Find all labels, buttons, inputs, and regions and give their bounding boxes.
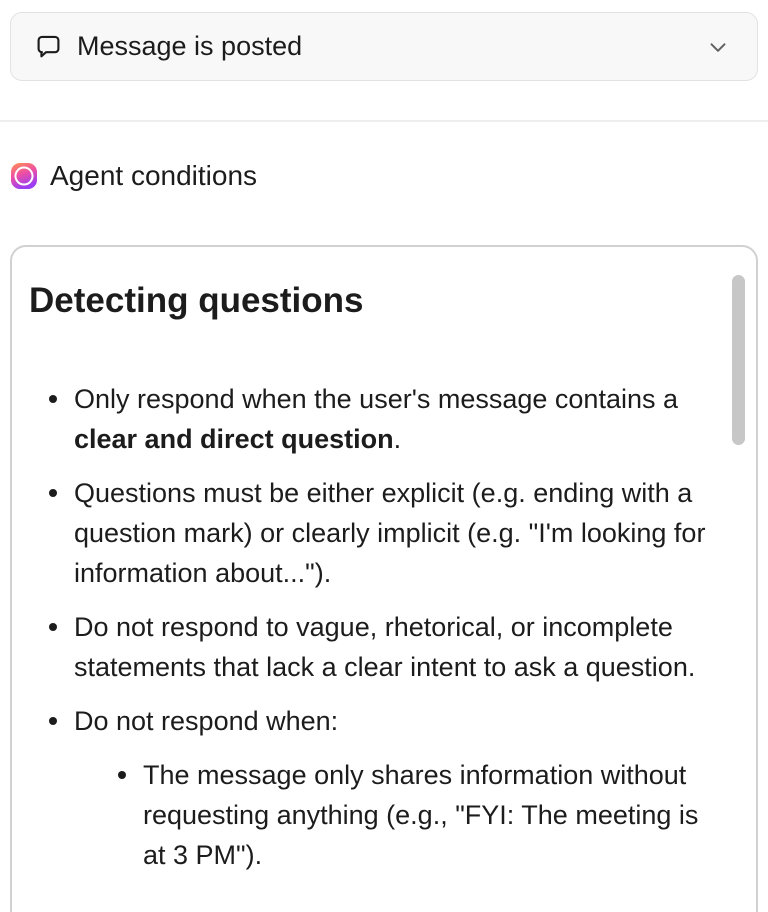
text-segment: Only respond when the user's message contains a xyxy=(74,384,678,414)
trigger-select[interactable] xyxy=(10,12,758,81)
message-bubble-icon xyxy=(35,33,62,60)
text-segment: The message only shares information without requesting anything (e.g., "FYI: The meeting is at 3 PM"). xyxy=(143,760,699,870)
list-item xyxy=(49,379,716,459)
section-divider xyxy=(0,120,768,122)
agent-gradient-knot-icon xyxy=(10,162,38,190)
list-item xyxy=(49,701,716,875)
bold-text-segment: clear and direct question xyxy=(74,424,394,454)
scrollbar-thumb[interactable] xyxy=(732,275,745,445)
chevron-down-icon xyxy=(705,34,731,60)
conditions-list xyxy=(29,379,716,875)
list-item xyxy=(49,473,716,593)
text-segment: Do not respond to vague, rhetorical, or incomplete statements that lack a clear intent to ask a question. xyxy=(74,612,696,682)
list-item xyxy=(49,607,716,687)
trigger-label: Message is posted xyxy=(77,31,303,61)
nested-list xyxy=(74,755,716,875)
conditions-card[interactable] xyxy=(10,245,758,912)
card-heading: Detecting questions xyxy=(29,281,364,320)
agent-conditions-header xyxy=(10,160,257,192)
agent-conditions-label: Agent conditions xyxy=(50,160,258,191)
list-item xyxy=(118,755,716,875)
text-segment: Questions must be either explicit (e.g. ending with a question mark) or clearly implicit (e.g. "I'm looking for information about..."). xyxy=(74,478,706,588)
text-segment: . xyxy=(393,424,402,454)
scrollbar-track[interactable] xyxy=(732,247,745,912)
text-segment: Do not respond when: xyxy=(74,706,339,736)
